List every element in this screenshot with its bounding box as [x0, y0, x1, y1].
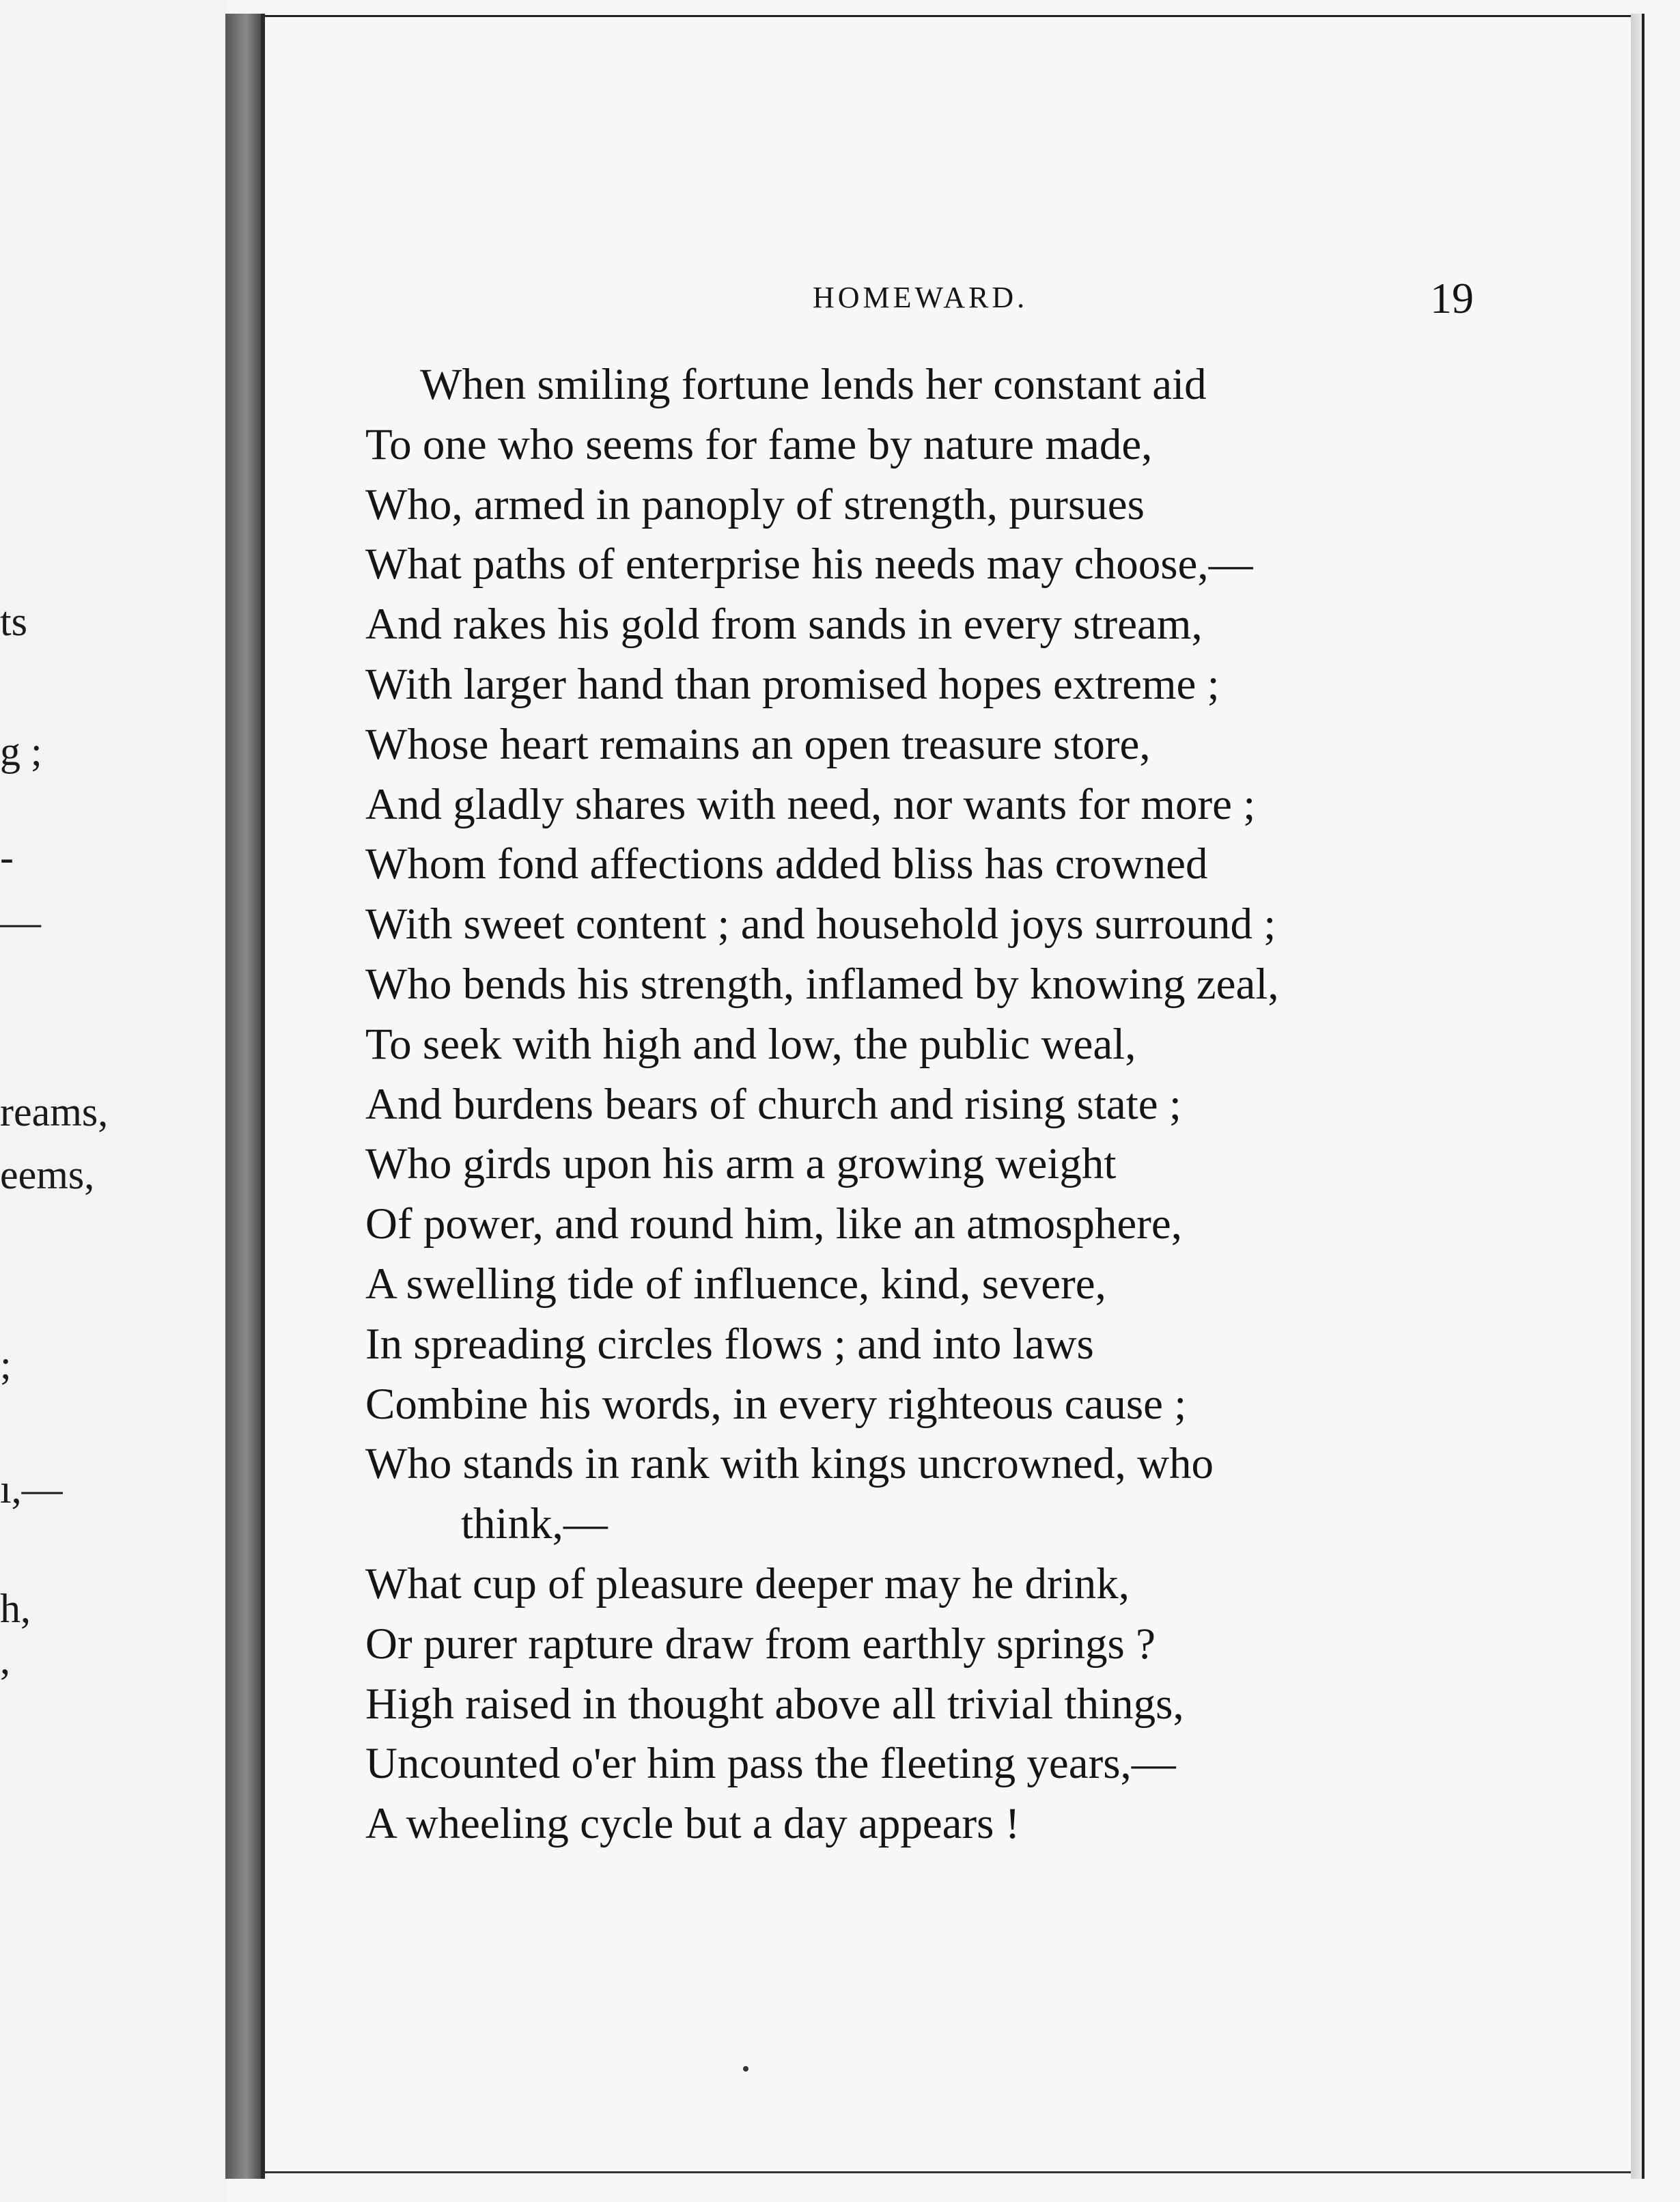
verse-line: And burdens bears of church and rising state ; [365, 1079, 1181, 1129]
verse-line: Who, armed in panoply of strength, pursues [365, 479, 1145, 529]
verse-line: Uncounted o'er him pass the fleeting years,— [365, 1739, 1176, 1789]
verse-line: Whose heart remains an open treasure store, [365, 719, 1151, 769]
verse-line: A wheeling cycle but a day appears ! [365, 1799, 1020, 1849]
previous-page-line-end: reams, [0, 1089, 109, 1134]
verse-line: Combine his words, in every righteous cause ; [365, 1379, 1187, 1429]
previous-page-line-end: - [0, 835, 14, 880]
previous-page-line-end: ts [0, 599, 28, 644]
page-number: 19 [1430, 274, 1474, 322]
book-binding-gutter [225, 14, 261, 2179]
verse-line-continuation: think,— [461, 1499, 608, 1549]
verse-line: When smiling fortune lends her constant aid [420, 360, 1207, 409]
previous-page-fragment [0, 0, 225, 2202]
previous-page-line-end: ı,— [0, 1466, 63, 1511]
previous-page-line-end: — [0, 900, 41, 945]
verse-line: What cup of pleasure deeper may he drink, [365, 1559, 1130, 1608]
verse-line: Of power, and round him, like an atmosphere, [365, 1199, 1182, 1249]
verse-line: With larger hand than promised hopes extreme ; [365, 659, 1220, 709]
previous-page-line-end: , [0, 1637, 10, 1682]
verse-line: To one who seems for fame by nature made, [365, 419, 1153, 469]
verse-line: Or purer rapture draw from earthly springs ? [365, 1619, 1156, 1669]
verse-line: To seek with high and low, the public weal, [365, 1019, 1136, 1069]
verse-line: What paths of enterprise his needs may choose,— [365, 540, 1253, 589]
verse-line: And rakes his gold from sands in every stream, [365, 600, 1203, 650]
verse-line: In spreading circles flows ; and into laws [365, 1319, 1094, 1369]
ink-speck [743, 2066, 748, 2072]
previous-page-line-end: eems, [0, 1152, 95, 1197]
verse-line: Who bends his strength, inflamed by knowing zeal, [365, 959, 1279, 1009]
poem-body [365, 355, 1485, 1854]
previous-page-line-end: g ; [0, 729, 42, 774]
verse-line: Whom fond affections added bliss has crowned [365, 839, 1208, 889]
page-edge [1631, 14, 1644, 2179]
running-title: HOMEWARD. [813, 281, 1028, 314]
verse-line: With sweet content ; and household joys surround ; [365, 900, 1276, 949]
verse-line: Who girds upon his arm a growing weight [365, 1139, 1117, 1189]
verse-line: A swelling tide of influence, kind, severe, [365, 1259, 1106, 1309]
verse-line: And gladly shares with need, nor wants for more ; [365, 779, 1256, 829]
previous-page-line-end: ; [0, 1342, 12, 1387]
verse-line: High raised in thought above all trivial things, [365, 1679, 1184, 1729]
previous-page-line-end: h, [0, 1586, 31, 1631]
verse-line: Who stands in rank with kings uncrowned, who [365, 1439, 1214, 1489]
